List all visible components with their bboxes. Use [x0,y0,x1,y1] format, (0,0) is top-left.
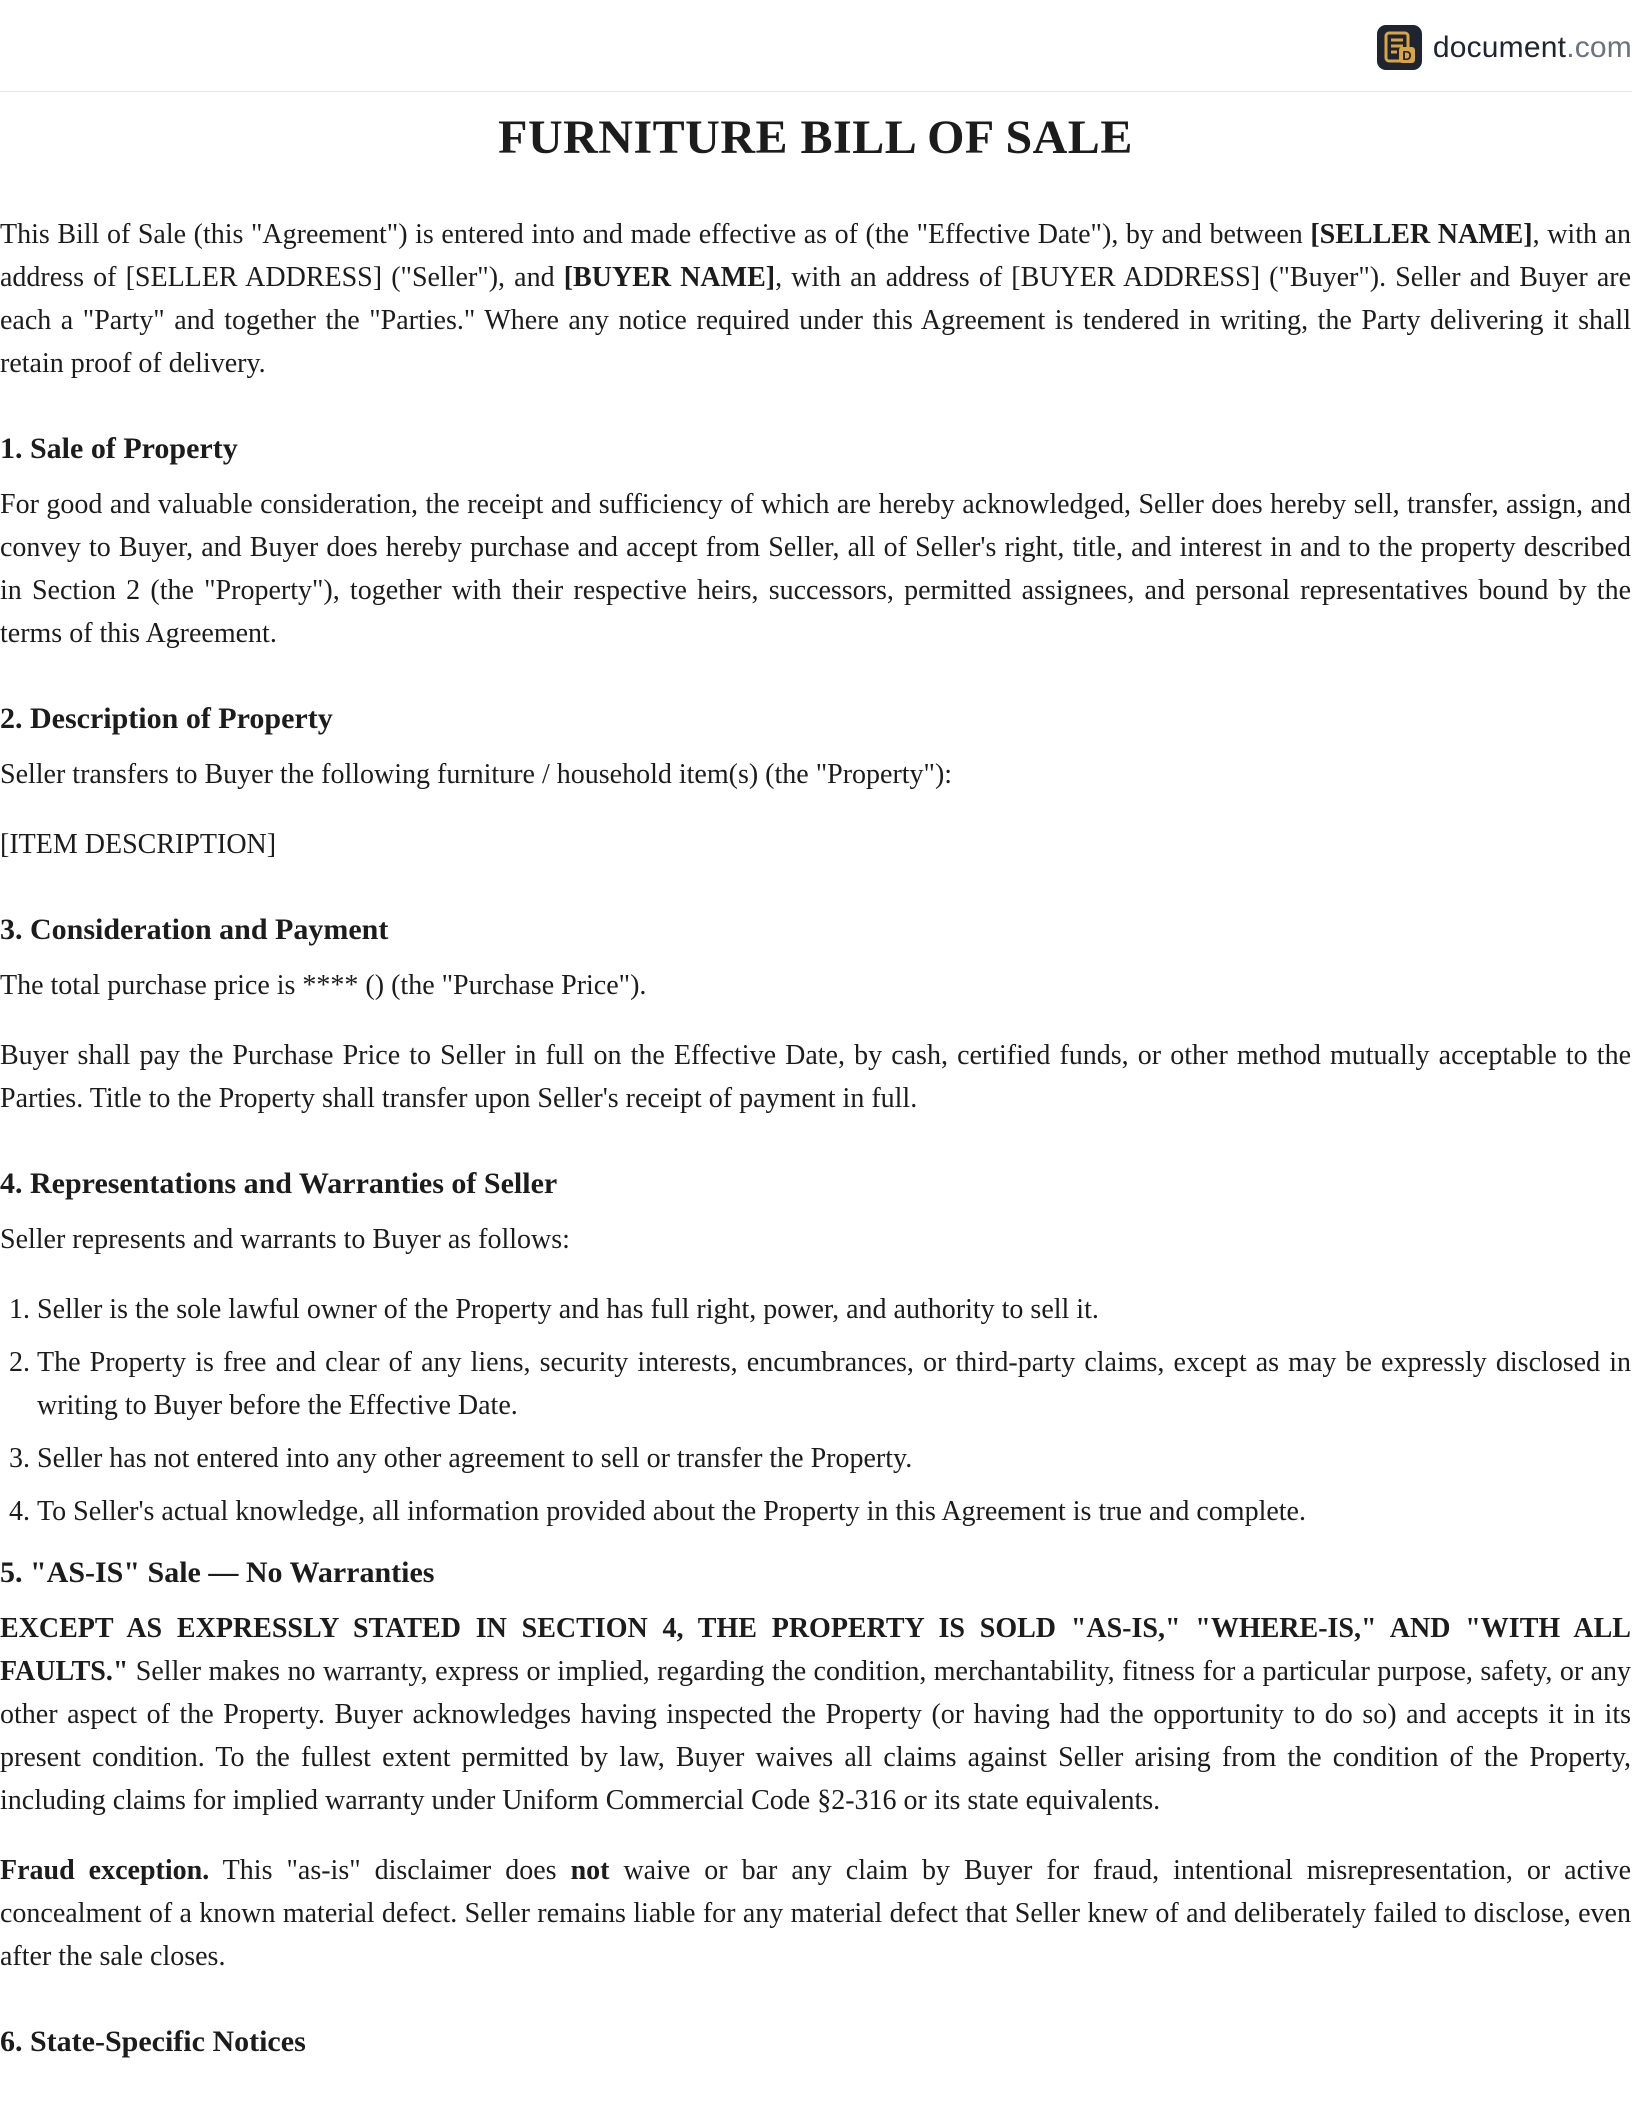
section-heading: 6. State-Specific Notices [0,2024,306,2058]
brand-tld: .com [1566,30,1632,64]
buyer-name-placeholder: [BUYER NAME] [563,261,776,293]
section-consideration-and-payment [0,910,1631,1120]
warranties-list [0,1288,1631,1533]
top-header [0,0,1632,92]
section-as-is-sale [0,1553,1631,1978]
section-body: Seller transfers to Buyer the following furniture / household item(s) (the "Property"): [0,758,953,790]
section-description-of-property [0,699,1631,866]
svg-text:D: D [1402,48,1412,63]
intro-paragraph: This Bill of Sale (this "Agreement") is entered into and made effective as of (the "Effective Date"), by and between [SELLER NAME], with an address of [SELLER ADDRESS] ("Seller"), and [BUYER NAME], with an address of [BUYER ADDRESS] ("Buyer"). Seller and Buyer are each a "Party" and together the "Parties." Where any notice required under this Agreement is tendered in writing, the Party delivering it shall retain proof of delivery. [0,218,1631,379]
document-logo-icon [1377,25,1422,70]
fraud-exception-label: Fraud exception. [0,1854,210,1886]
section-heading: 4. Representations and Warranties of Seller [0,1166,558,1200]
payment-terms-text: Buyer shall pay the Purchase Price to Seller in full on the Effective Date, by cash, certified funds, or other method mutually acceptable to the Parties. Title to the Property shall transfer upon Seller's receipt of payment in full. [0,1039,1631,1114]
list-item: 3. Seller has not entered into any other agreement to sell or transfer the Property. [37,1437,1631,1480]
list-item: 1. Seller is the sole lawful owner of the Property and has full right, power, and authority to sell it. [37,1288,1631,1331]
purchase-price-text: The total purchase price is **** () (the "Purchase Price"). [0,969,647,1001]
section-lead: Seller represents and warrants to Buyer as follows: [0,1223,570,1255]
item-description-placeholder: [ITEM DESCRIPTION] [0,828,277,860]
section-heading: 2. Description of Property [0,701,333,735]
section-sale-of-property [0,429,1631,655]
as-is-disclaimer: EXCEPT AS EXPRESSLY STATED IN SECTION 4, THE PROPERTY IS SOLD "AS-IS," "WHERE-IS," AND "WITH ALL FAULTS." Seller makes no warranty, express or implied, regarding the condition, merchantability, fitness for a particular purpose, safety, or any other aspect of the Property. Buyer acknowledges having inspected the Property (or having had the opportunity to do so) and accepts it in its present condition. To the fullest extent permitted by law, Buyer waives all claims against Seller arising from the condition of the Property, including claims for implied warranty under Uniform Commercial Code §2-316 or its state equivalents. [0,1612,1631,1816]
as-is-caps-statement: EXCEPT AS EXPRESSLY STATED IN SECTION 4, THE PROPERTY IS SOLD "AS-IS," "WHERE-IS," AND "WITH ALL FAULTS." [0,1612,1631,1687]
document-body [0,92,1632,2076]
seller-name-placeholder: [SELLER NAME] [1310,218,1533,250]
section-heading: 5. "AS-IS" Sale — No Warranties [0,1555,435,1589]
list-item: 2. The Property is free and clear of any liens, security interests, encumbrances, or third-party claims, except as may be expressly disclosed in writing to Buyer before the Effective Date. [37,1341,1631,1427]
section-heading: 3. Consideration and Payment [0,912,389,946]
list-item: 4. To Seller's actual knowledge, all information provided about the Property in this Agreement is true and complete. [37,1490,1631,1533]
section-representations-and-warranties [0,1164,1631,1533]
emphasis-not: not [570,1854,610,1886]
section-state-specific-notices [0,2022,1631,2062]
fraud-exception-paragraph: Fraud exception. This "as-is" disclaimer does not waive or bar any claim by Buyer for fraud, intentional misrepresentation, or active concealment of a known material defect. Seller remains liable for any material defect that Seller knew of and deliberately failed to disclose, even after the sale closes. [0,1854,1632,1972]
brand[interactable] [1377,25,1632,70]
document-title: FURNITURE BILL OF SALE [498,111,1133,164]
section-heading: 1. Sale of Property [0,431,238,465]
brand-name: document.com [1432,30,1632,64]
section-body: For good and valuable consideration, the receipt and sufficiency of which are hereby acknowledged, Seller does hereby sell, transfer, assign, and convey to Buyer, and Buyer does hereby purchase and accept from Seller, all of Seller's right, title, and interest in and to the property described in Section 2 (the "Property"), together with their respective heirs, successors, permitted assignees, and personal representatives bound by the terms of this Agreement. [0,488,1631,649]
